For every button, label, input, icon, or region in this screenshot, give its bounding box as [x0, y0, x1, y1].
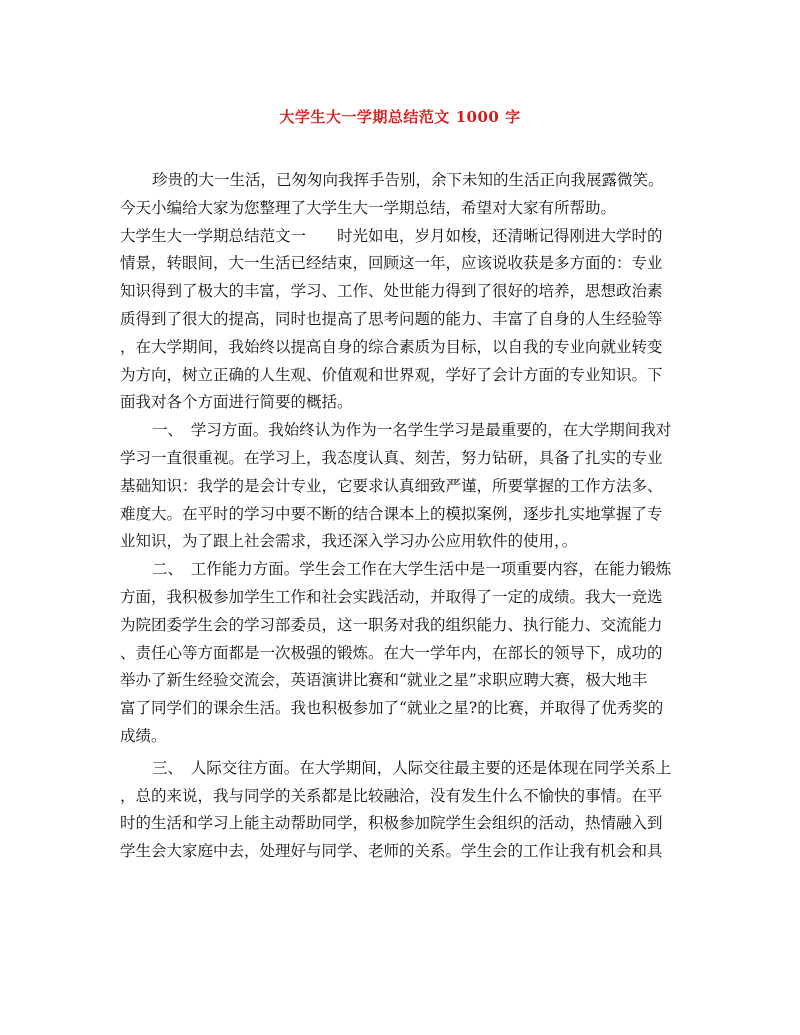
text-line: 时的生活和学习上能主动帮助同学，积极参加院学生会组织的活动，热情融入到	[120, 814, 663, 833]
text-line: 学习一直很重视。在学习上，我态度认真、刻苦，努力钻研，具备了扎实的专业	[120, 448, 663, 467]
text-line: 基础知识：我学的是会计专业，它要求认真细致严谨，所要掌握的工作方法多、	[120, 476, 663, 495]
text-line: 成绩。	[120, 726, 167, 745]
section-heading-line: 二、 工作能力方面。学生会工作在大学生活中是一项重要内容，在能力锻炼	[152, 560, 672, 579]
text-line: 业知识，为了跟上社会需求，我还深入学习办公应用软件的使用，。	[120, 532, 578, 551]
text-line: 难度大。在平时的学习中要不断的结合课本上的模拟案例，逐步扎实地掌握了专	[120, 504, 663, 523]
text-line: 大学生大一学期总结范文一 时光如电，岁月如梭，还清晰记得刚进大学时的	[120, 226, 663, 245]
text-line: 情景，转眼间，大一生活已经结束，回顾这一年，应该说收获是多方面的：专业	[120, 254, 663, 273]
text-line: 举办了新生经验交流会，英语演讲比赛和“就业之星”求职应聘大赛，极大地丰	[120, 671, 648, 690]
text-line: 面我对各个方面进行简要的概括。	[120, 393, 353, 412]
section-heading-line: 三、 人际交往方面。在大学期间，人际交往最主要的还是体现在同学关系上	[152, 758, 672, 777]
text-line: 方面，我积极参加学生工作和社会实践活动，并取得了一定的成绩。我大一竞选	[120, 587, 663, 606]
text-line: 富了同学们的课余生活。我也积极参加了“就业之星?的比赛，并取得了优秀奖的	[120, 699, 664, 718]
text-line: 、责任心等方面都是一次极强的锻炼。在大一学年内，在部长的领导下，成功的	[120, 643, 663, 662]
text-line: 珍贵的大一生活，已匆匆向我挥手告别，余下未知的生活正向我展露微笑。	[152, 171, 664, 189]
text-line: 为院团委学生会的学习部委员，这一职务对我的组织能力、执行能力、交流能力	[120, 615, 663, 634]
text-line: 质得到了很大的提高，同时也提高了思考问题的能力、丰富了自身的人生经验等	[120, 309, 663, 328]
text-line: ，在大学期间，我始终以提高自身的综合素质为目标，以自我的专业向就业转变	[120, 337, 663, 356]
document-body	[120, 167, 700, 866]
document-title: 大学生大一学期总结范文 1000 字	[279, 108, 521, 126]
text-line: 知识得到了极大的丰富，学习、工作、处世能力得到了很好的培养，思想政治素	[120, 282, 663, 301]
text-line: 为方向，树立正确的人生观、价值观和世界观，学好了会计方面的专业知识。下	[120, 365, 663, 384]
section-heading-line: 一、 学习方面。我始终认为作为一名学生学习是最重要的，在大学期间我对	[152, 421, 672, 440]
text-line: ，总的来说，我与同学的关系都是比较融洽，没有发生什么不愉快的事情。在平	[120, 786, 663, 805]
text-line: 学生会大家庭中去，处理好与同学、老师的关系。学生会的工作让我有机会和具	[120, 842, 663, 861]
text-line: 今天小编给大家为您整理了大学生大一学期总结，希望对大家有所帮助。	[120, 198, 617, 217]
